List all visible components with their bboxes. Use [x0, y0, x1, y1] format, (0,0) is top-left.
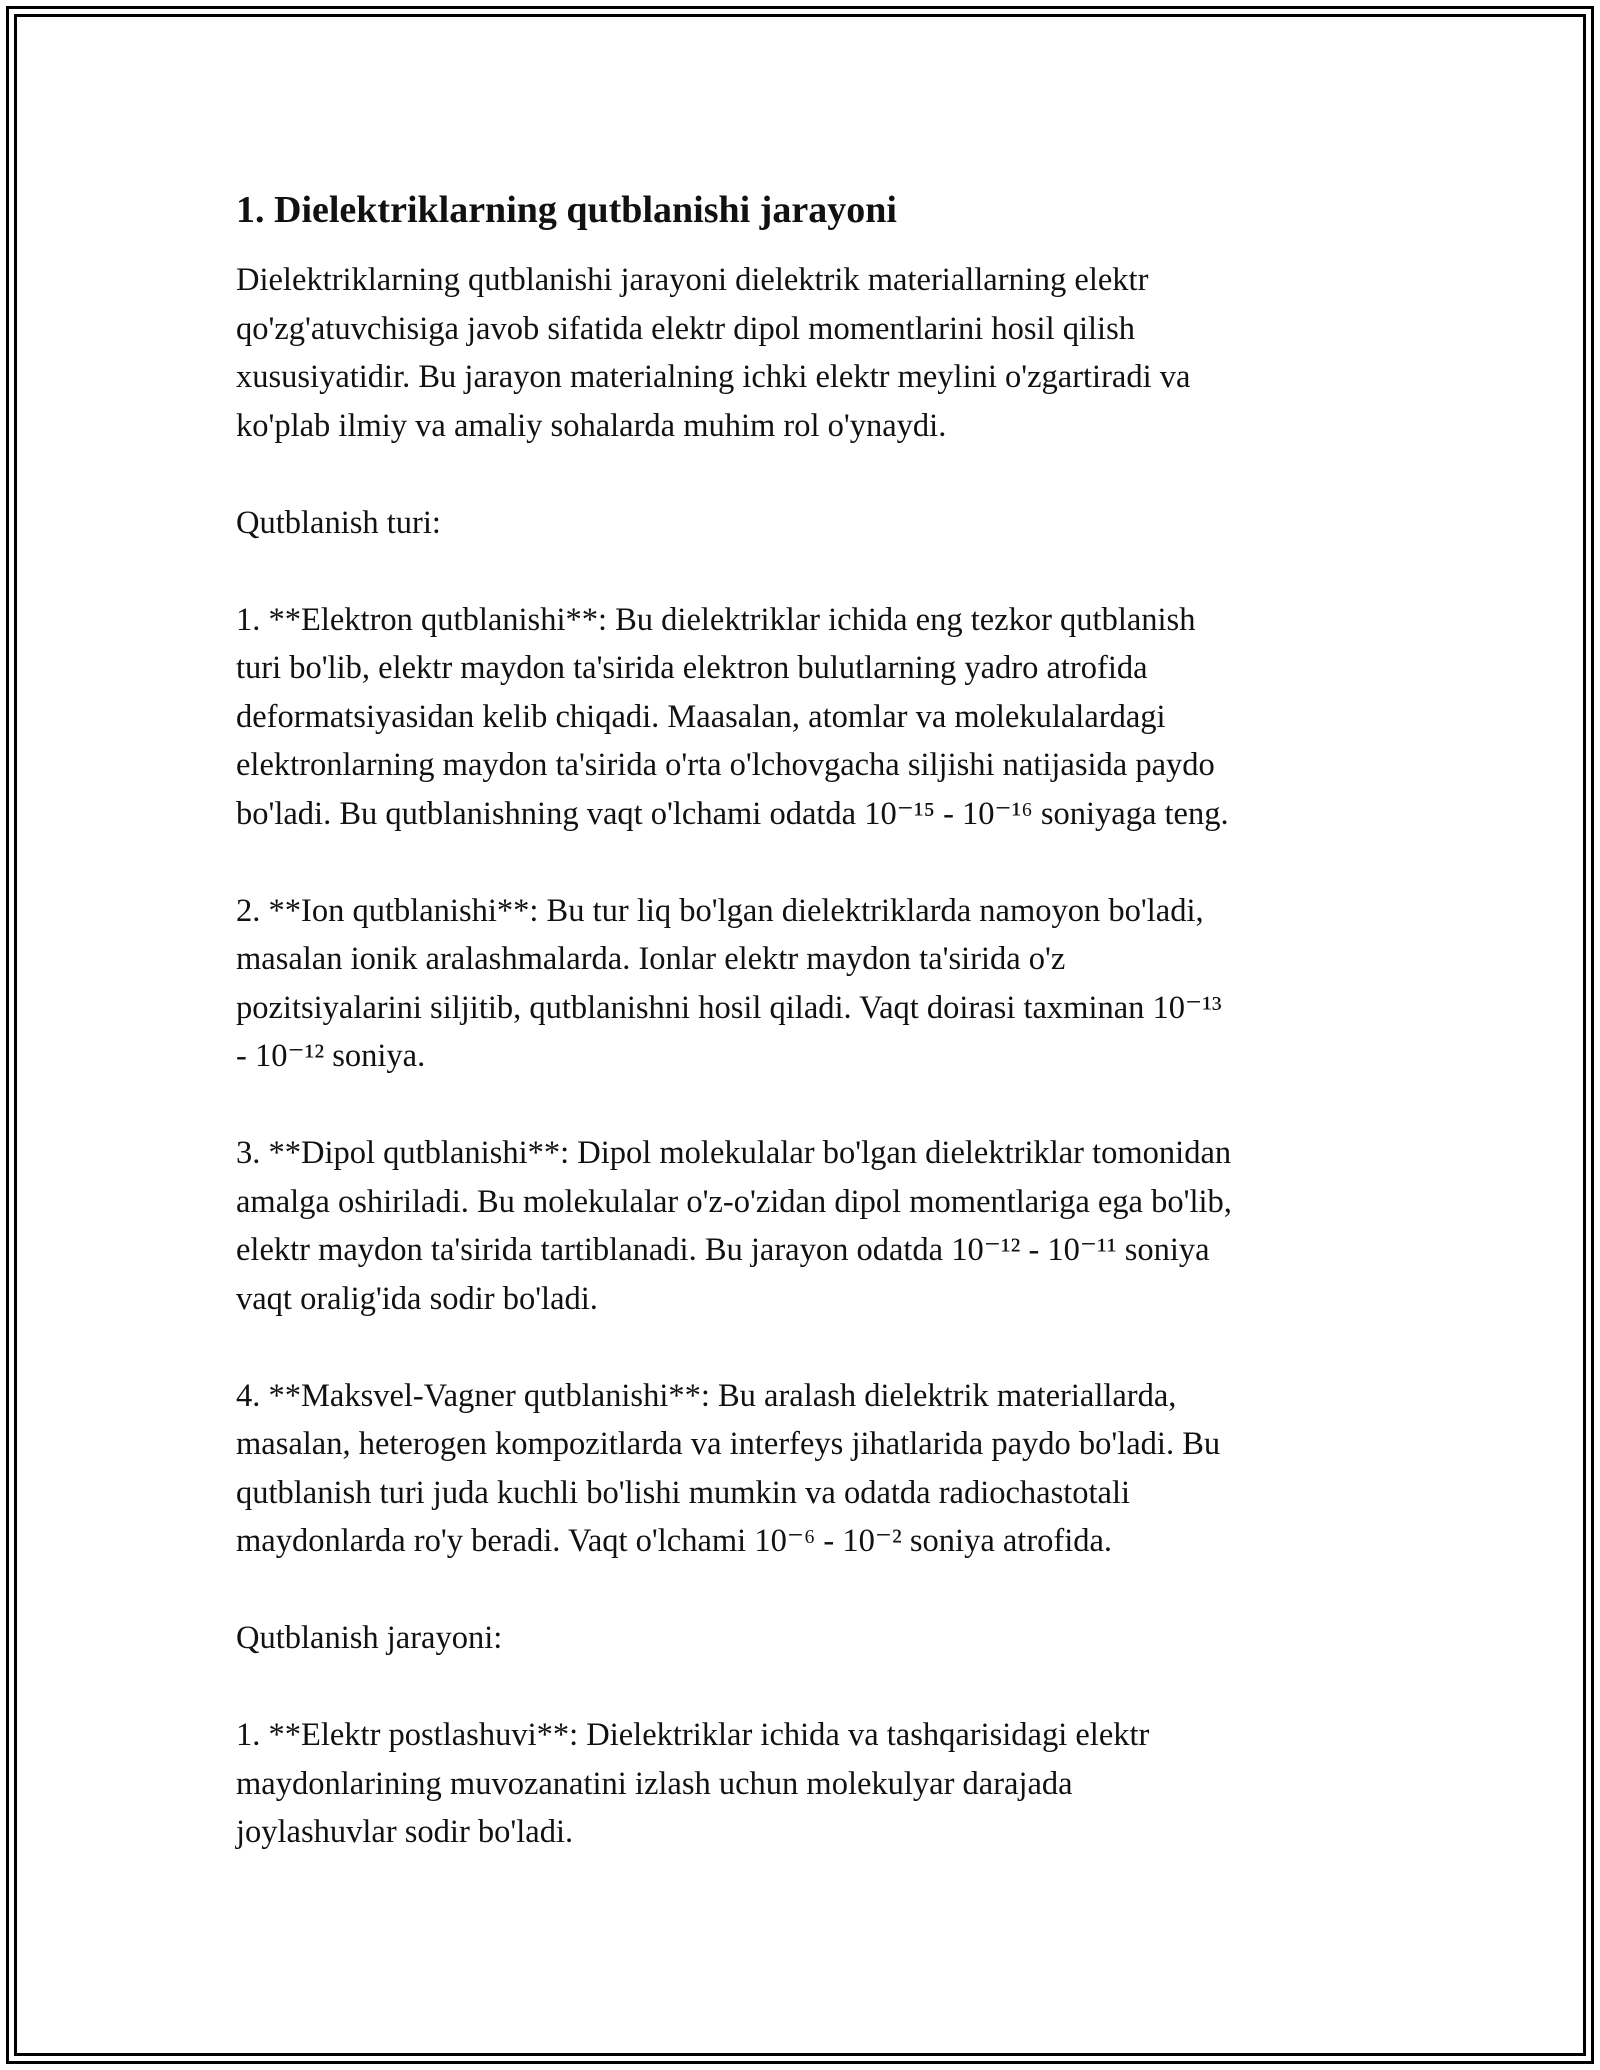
electron-polarization-paragraph: 1. **Elektron qutblanishi**: Bu dielektriklar ichida eng tezkor qutblanish turi bo'lib, elektr maydon ta'sirida elektron bulutlarning yadro atrofida deformatsiyasidan kelib chiqadi. Maasalan, atomlar va molekulalardagi elektronlarning maydon ta'sirida o'rta o'lchovgacha siljishi natijasida paydo bo'ladi. Bu qutblanishning vaqt o'lchami odatda 10⁻¹⁵ - 10⁻¹⁶ soniyaga teng.: [236, 601, 1229, 832]
electric-displacement-paragraph: 1. **Elektr postlashuvi**: Dielektriklar ichida va tashqarisidagi elektr maydonlarining muvozanatini izlash uchun molekulyar darajada joylashuvlar sodir bo'ladi.: [236, 1717, 1150, 1850]
intro-paragraph: Dielektriklarning qutblanishi jarayoni dielektrik materiallarning elektr qo'zg'atuvchisiga javob sifatida elektr dipol momentlarini hosil qilish xususiyatidir. Bu jarayon materialning ichki elektr meylini o'zgartiradi va ko'plab ilmiy va amaliy sohalarda muhim rol o'ynaydi.: [236, 262, 1191, 444]
document-body: [236, 185, 1376, 1905]
section-heading: 1. Dielektriklarning qutblanishi jarayoni: [236, 189, 897, 231]
maxwell-wagner-paragraph: 4. **Maksvel-Vagner qutblanishi**: Bu aralash dielektrik materiallarda, masalan, heterogen kompozitlarda va interfeys jihatlarida paydo bo'ladi. Bu qutblanish turi juda kuchli bo'lishi mumkin va odatda radiochastotali maydonlarda ro'y beradi. Vaqt o'lchami 10⁻⁶ - 10⁻² soniya atrofida.: [236, 1377, 1221, 1559]
ion-polarization-paragraph: 2. **Ion qutblanishi**: Bu tur liq bo'lgan dielektriklarda namoyon bo'ladi, masalan ionik aralashmalarda. Ionlar elektr maydon ta'sirida o'z pozitsiyalarini siljitib, qutblanishni hosil qiladi. Vaqt doirasi taxminan 10⁻¹³ - 10⁻¹² soniya.: [236, 892, 1222, 1074]
polarization-process-label: Qutblanish jarayoni:: [236, 1620, 503, 1656]
dipole-polarization-paragraph: 3. **Dipol qutblanishi**: Dipol molekulalar bo'lgan dielektriklar tomonidan amalga oshiriladi. Bu molekulalar o'z-o'zidan dipol momentlariga ega bo'lib, elektr maydon ta'sirida tartiblanadi. Bu jarayon odatda 10⁻¹² - 10⁻¹¹ soniya vaqt oralig'ida sodir bo'ladi.: [236, 1135, 1232, 1317]
polarization-types-label: Qutblanish turi:: [236, 504, 441, 541]
